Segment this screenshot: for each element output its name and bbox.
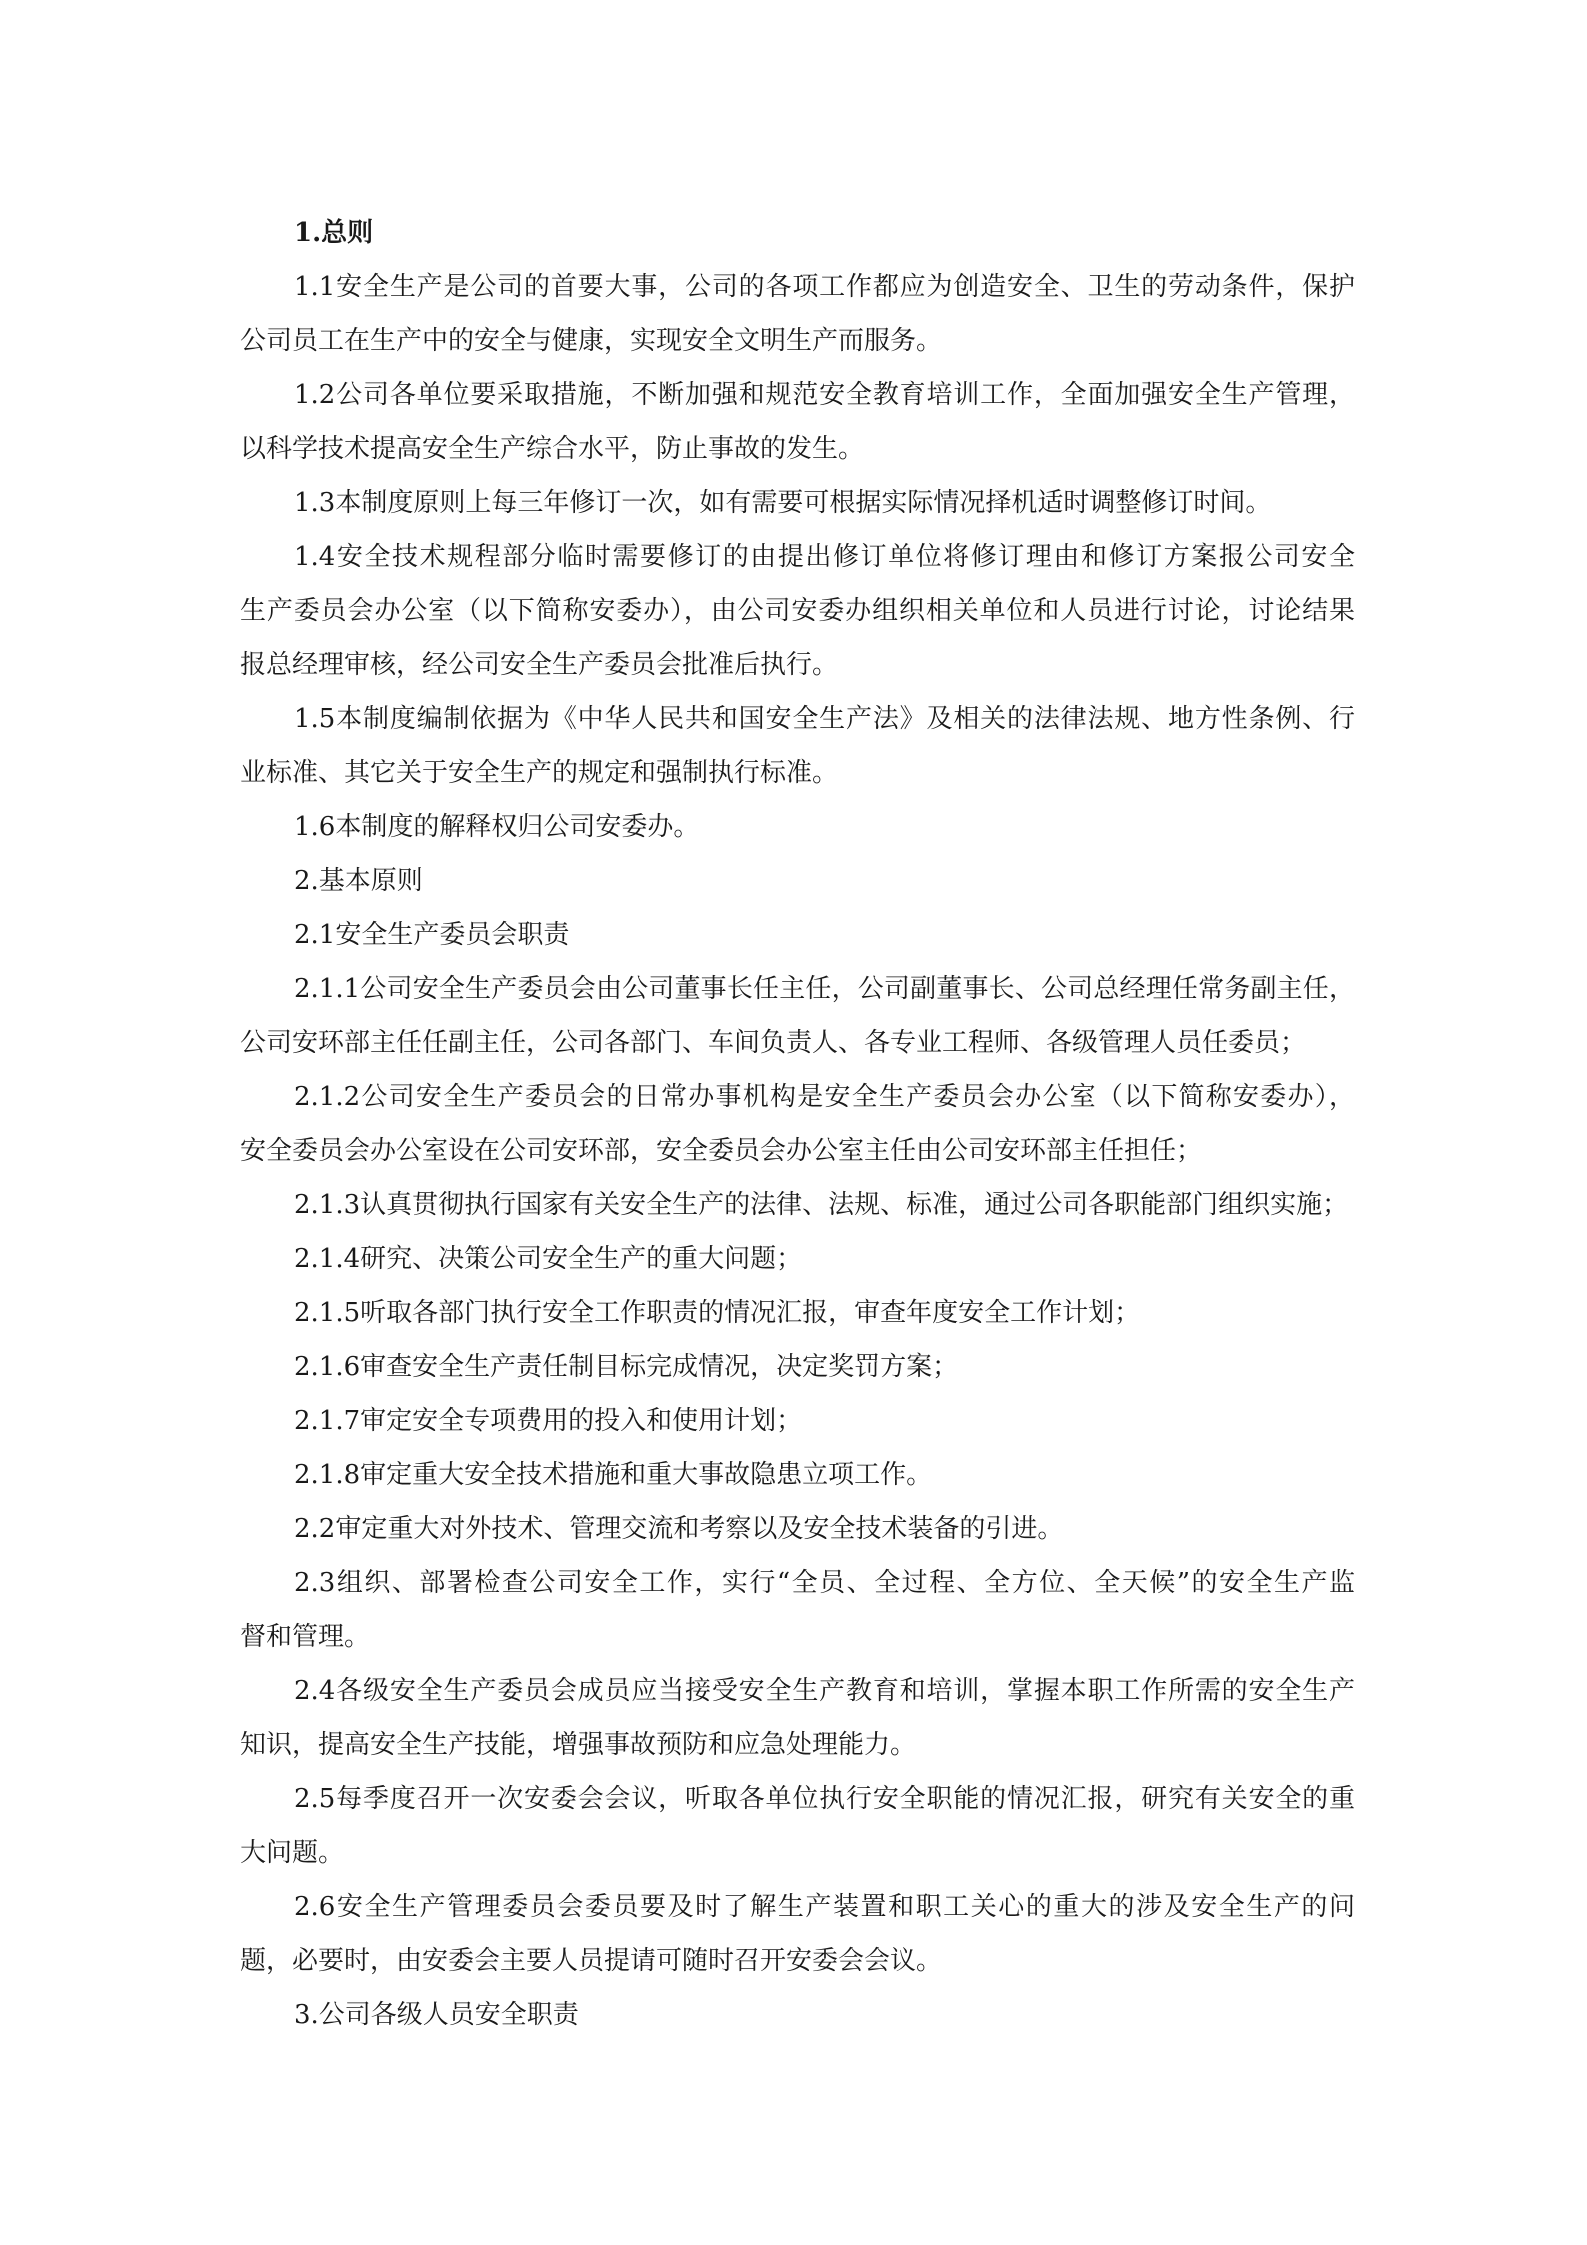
- paragraph-2-1-4: [240, 1232, 1355, 1286]
- paragraph-line: 2.6安全生产管理委员会委员要及时了解生产装置和职工关心的重大的涉及安全生产的问: [294, 1892, 1355, 1922]
- paragraph-2-2: [240, 1502, 1355, 1556]
- section-heading-basic-principles: [240, 854, 1355, 908]
- paragraph-line: 2.1.5听取各部门执行安全工作职责的情况汇报，审查年度安全工作计划；: [294, 1298, 1141, 1328]
- section-heading-personnel-duties: [240, 1988, 1355, 2042]
- section-heading-general: [240, 206, 1355, 260]
- paragraph-line: 3.公司各级人员安全职责: [294, 2000, 579, 2030]
- paragraph-line: 生产委员会办公室（以下简称安委办），由公司安委办组织相关单位和人员进行讨论，讨论结果: [240, 596, 1355, 626]
- paragraph-line: 2.4各级安全生产委员会成员应当接受安全生产教育和培训，掌握本职工作所需的安全生产: [294, 1676, 1355, 1706]
- paragraph-line: 1.总则: [294, 218, 374, 248]
- paragraph-line: 1.4安全技术规程部分临时需要修订的由提出修订单位将修订理由和修订方案报公司安全: [294, 542, 1355, 572]
- paragraph-line: 督和管理。: [240, 1622, 371, 1652]
- paragraph-line: 1.2公司各单位要采取措施，不断加强和规范安全教育培训工作，全面加强安全生产管理，: [294, 380, 1355, 410]
- paragraph-2-3: [240, 1556, 1355, 1664]
- paragraph-line: 安全委员会办公室设在公司安环部，安全委员会办公室主任由公司安环部主任担任；: [240, 1136, 1203, 1166]
- paragraph-line: 1.3本制度原则上每三年修订一次，如有需要可根据实际情况择机适时调整修订时间。: [294, 488, 1272, 518]
- paragraph-line: 2.1.3认真贯彻执行国家有关安全生产的法律、法规、标准，通过公司各职能部门组织实施；: [294, 1190, 1349, 1220]
- paragraph-line: 2.1安全生产委员会职责: [294, 920, 570, 950]
- paragraph-line: 报总经理审核，经公司安全生产委员会批准后执行。: [240, 650, 839, 680]
- paragraph-2-1: [240, 908, 1355, 962]
- paragraph-line: 业标准、其它关于安全生产的规定和强制执行标准。: [240, 758, 839, 788]
- paragraph-line: 2.5每季度召开一次安委会会议，听取各单位执行安全职能的情况汇报，研究有关安全的重: [294, 1784, 1355, 1814]
- paragraph-2-1-3: [240, 1178, 1355, 1232]
- paragraph-2-1-1: [240, 962, 1355, 1070]
- paragraph-1-4: [240, 530, 1355, 692]
- paragraph-1-5: [240, 692, 1355, 800]
- paragraph-2-1-5: [240, 1286, 1355, 1340]
- document-body: [240, 206, 1355, 2042]
- paragraph-line: 2.1.4研究、决策公司安全生产的重大问题；: [294, 1244, 803, 1274]
- paragraph-line: 2.基本原则: [294, 866, 423, 896]
- paragraph-2-4: [240, 1664, 1355, 1772]
- paragraph-1-3: [240, 476, 1355, 530]
- paragraph-line: 题，必要时，由安委会主要人员提请可随时召开安委会会议。: [240, 1946, 943, 1976]
- paragraph-2-1-6: [240, 1340, 1355, 1394]
- paragraph-line: 公司员工在生产中的安全与健康，实现安全文明生产而服务。: [240, 326, 943, 356]
- paragraph-line: 2.1.6审查安全生产责任制目标完成情况，决定奖罚方案；: [294, 1352, 959, 1382]
- paragraph-2-1-8: [240, 1448, 1355, 1502]
- paragraph-2-6: [240, 1880, 1355, 1988]
- paragraph-line: 2.2审定重大对外技术、管理交流和考察以及安全技术装备的引进。: [294, 1514, 1064, 1544]
- paragraph-line: 知识，提高安全生产技能，增强事故预防和应急处理能力。: [240, 1730, 917, 1760]
- paragraph-line: 2.1.2公司安全生产委员会的日常办事机构是安全生产委员会办公室（以下简称安委办），: [294, 1082, 1355, 1112]
- paragraph-2-1-7: [240, 1394, 1355, 1448]
- paragraph-line: 2.1.7审定安全专项费用的投入和使用计划；: [294, 1406, 803, 1436]
- paragraph-2-1-2: [240, 1070, 1355, 1178]
- paragraph-2-5: [240, 1772, 1355, 1880]
- paragraph-line: 1.1安全生产是公司的首要大事，公司的各项工作都应为创造安全、卫生的劳动条件，保护: [294, 272, 1355, 302]
- paragraph-1-2: [240, 368, 1355, 476]
- paragraph-1-1: [240, 260, 1355, 368]
- paragraph-line: 2.1.1公司安全生产委员会由公司董事长任主任，公司副董事长、公司总经理任常务副主任，: [294, 974, 1355, 1004]
- paragraph-line: 大问题。: [240, 1838, 345, 1868]
- paragraph-line: 2.1.8审定重大安全技术措施和重大事故隐患立项工作。: [294, 1460, 933, 1490]
- paragraph-line: 2.3组织、部署检查公司安全工作，实行“全员、全过程、全方位、全天候”的安全生产监: [294, 1568, 1355, 1598]
- paragraph-line: 1.5本制度编制依据为《中华人民共和国安全生产法》及相关的法律法规、地方性条例、行: [294, 704, 1355, 734]
- paragraph-line: 公司安环部主任任副主任，公司各部门、车间负责人、各专业工程师、各级管理人员任委员；: [240, 1028, 1307, 1058]
- paragraph-line: 以科学技术提高安全生产综合水平，防止事故的发生。: [240, 434, 865, 464]
- paragraph-line: 1.6本制度的解释权归公司安委办。: [294, 812, 700, 842]
- paragraph-1-6: [240, 800, 1355, 854]
